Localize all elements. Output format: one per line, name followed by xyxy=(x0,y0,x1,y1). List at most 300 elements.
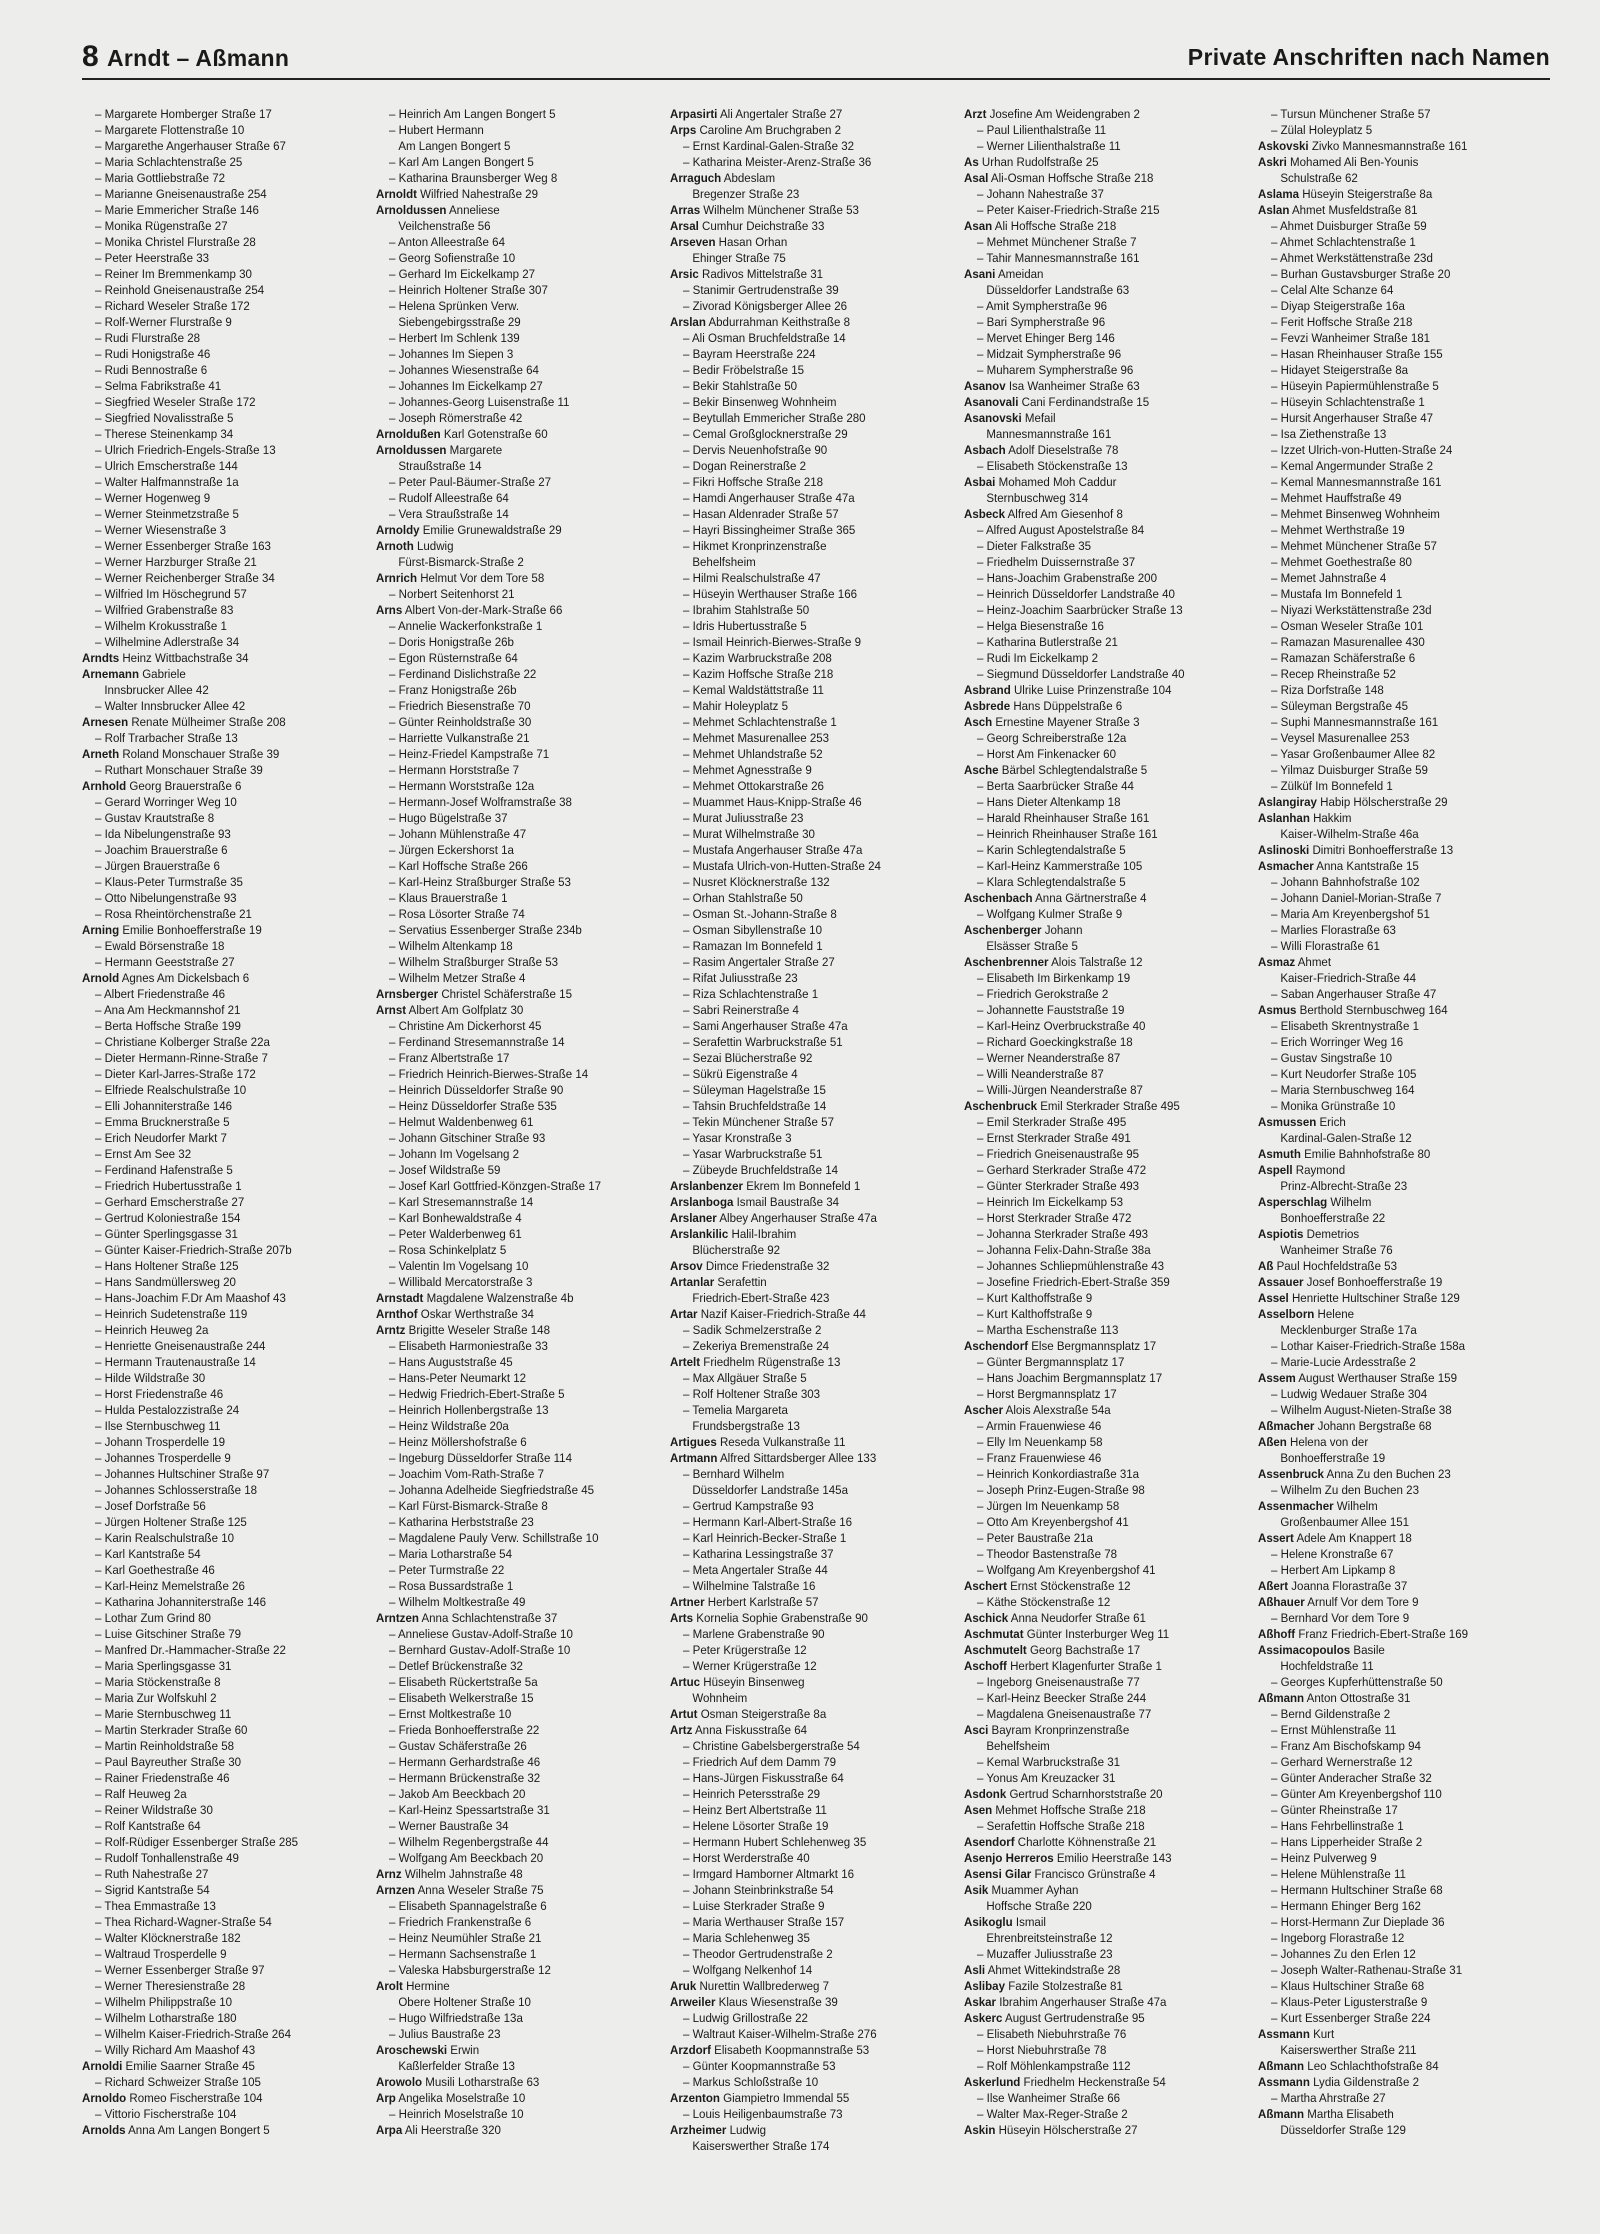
continuation-entry: – Heinrich Im Eickelkamp 53 xyxy=(977,1195,1124,1209)
entry-detail: Karl Gotenstraße 60 xyxy=(440,427,548,441)
continuation-entry: – Waltraut Kaiser-Wilhelm-Straße 276 xyxy=(683,2027,877,2041)
surname: Artelt xyxy=(670,1355,701,1369)
surname: Asbach xyxy=(964,443,1006,457)
address-continuation: Mannesmannstraße 161 xyxy=(986,427,1112,441)
continuation-entry: – Rifat Juliusstraße 23 xyxy=(683,971,798,985)
continuation-entry: – Johanna Felix-Dahn-Straße 38a xyxy=(977,1243,1151,1257)
continuation-entry: – Joseph Prinz-Eugen-Straße 98 xyxy=(977,1483,1145,1497)
continuation-entry: – Werner Theresienstraße 28 xyxy=(95,1979,246,1993)
surname-entry xyxy=(964,2122,1230,2138)
surname-entry xyxy=(1258,1290,1524,1306)
continuation-entry: – Johannes Zu den Erlen 12 xyxy=(1271,1947,1416,1961)
continuation-entry: – Friedrich Gerokstraße 2 xyxy=(977,987,1109,1001)
surname-entry xyxy=(1258,1226,1524,1242)
entry-detail: Emil Sterkrader Straße 495 xyxy=(1037,1099,1180,1113)
continuation-entry: – Erich Worringer Weg 16 xyxy=(1271,1035,1404,1049)
continuation-entry: – Henriette Gneisenaustraße 244 xyxy=(95,1339,266,1353)
continuation-entry: – Tursun Münchener Straße 57 xyxy=(1271,107,1431,121)
entry-detail: Kurt xyxy=(1309,2027,1335,2041)
continuation-entry: – Bernd Gildenstraße 2 xyxy=(1271,1707,1391,1721)
entry-detail: Albert Am Golfplatz 30 xyxy=(406,1003,524,1017)
surname: Askar xyxy=(964,1995,997,2009)
continuation-entry: – Friedrich Biesenstraße 70 xyxy=(389,699,531,713)
continuation-entry: – Hermann Geeststraße 27 xyxy=(95,955,235,969)
continuation-entry: – Muzaffer Juliusstraße 23 xyxy=(977,1947,1113,1961)
continuation-entry: – Gustav Singstraße 10 xyxy=(1271,1051,1393,1065)
surname-entry xyxy=(1258,1114,1524,1130)
surname: Aßhoff xyxy=(1258,1627,1296,1641)
entry-detail: Georg Brauerstraße 6 xyxy=(126,779,242,793)
entry-detail: Bayram Kronprinzenstraße xyxy=(988,1723,1130,1737)
continuation-entry: – Hans Joachim Bergmannsplatz 17 xyxy=(977,1371,1163,1385)
continuation-entry: – Karl-Heinz Overbruckstraße 40 xyxy=(977,1019,1146,1033)
continuation-entry: – Karl Kantstraße 54 xyxy=(95,1547,201,1561)
surname-entry xyxy=(964,266,1230,282)
entry-detail: Kornelia Sophie Grabenstraße 90 xyxy=(693,1611,868,1625)
entry-detail: Anna Neudorfer Straße 61 xyxy=(1008,1611,1146,1625)
continuation-entry: – Ramazan Schäferstraße 6 xyxy=(1271,651,1416,665)
continuation-entry: – Rosa Rheintörchenstraße 21 xyxy=(95,907,252,921)
continuation-entry: – Christine Gabelsbergerstraße 54 xyxy=(683,1739,860,1753)
entry-detail: Georg Bachstraße 17 xyxy=(1026,1643,1141,1657)
continuation-entry: – Anton Alleestraße 64 xyxy=(389,235,505,249)
surname: Asal xyxy=(964,171,989,185)
surname: Aschenberger xyxy=(964,923,1042,937)
continuation-entry: – Karl-Heinz Kammerstraße 105 xyxy=(977,859,1143,873)
continuation-entry: – Friedrich Frankenstraße 6 xyxy=(389,1915,532,1929)
continuation-entry: – Muharem Sympherstraße 96 xyxy=(977,363,1134,377)
continuation-entry: – Peter Turmstraße 22 xyxy=(389,1563,505,1577)
continuation-entry: – Valentin Im Vogelsang 10 xyxy=(389,1259,529,1273)
continuation-entry: – Yasar Warbruckstraße 51 xyxy=(683,1147,823,1161)
surname: Arntzen xyxy=(376,1611,419,1625)
entry-detail: Romeo Fischerstraße 104 xyxy=(126,2091,263,2105)
surname-entry xyxy=(670,1226,936,1242)
surname: Aslibay xyxy=(964,1979,1005,1993)
surname-entry xyxy=(376,538,642,554)
address-continuation: Blücherstraße 92 xyxy=(692,1243,781,1257)
continuation-entry: – Riza Dorfstraße 148 xyxy=(1271,683,1384,697)
surname: Arnoldussen xyxy=(376,443,447,457)
continuation-entry: – Horst Friedenstraße 46 xyxy=(95,1387,224,1401)
surname: Arsov xyxy=(670,1259,703,1273)
surname: Assimacopoulos xyxy=(1258,1643,1351,1657)
continuation-entry: – Mahir Holeyplatz 5 xyxy=(683,699,789,713)
surname-entry xyxy=(1258,842,1524,858)
continuation-entry: – Marie-Lucie Ardesstraße 2 xyxy=(1271,1355,1416,1369)
surname-entry xyxy=(964,442,1230,458)
continuation-entry: – Mehmet Werthstraße 19 xyxy=(1271,523,1405,537)
entry-detail: Heinz Wittbachstraße 34 xyxy=(119,651,249,665)
continuation-entry: – Wilhelm Krokusstraße 1 xyxy=(95,619,227,633)
continuation-entry: – Wilhelm Lotharstraße 180 xyxy=(95,2011,237,2025)
continuation-entry: – Georg Sofienstraße 10 xyxy=(389,251,516,265)
entry-detail: Alois Talstraße 12 xyxy=(1048,955,1143,969)
continuation-entry: – Therese Steinenkamp 34 xyxy=(95,427,234,441)
continuation-entry: – Wilfried Grabenstraße 83 xyxy=(95,603,234,617)
continuation-entry: – Süleyman Hagelstraße 15 xyxy=(683,1083,826,1097)
continuation-entry: – Marlene Grabenstraße 90 xyxy=(683,1627,825,1641)
continuation-entry: – Gustav Krautstraße 8 xyxy=(95,811,215,825)
surname: Arnoldussen xyxy=(376,203,447,217)
continuation-entry: – Mehmet Schlachtenstraße 1 xyxy=(683,715,837,729)
surname-entry xyxy=(670,2122,936,2138)
continuation-entry: – Günter Koopmannstraße 53 xyxy=(683,2059,836,2073)
address-continuation: Kaiser-Wilhelm-Straße 46a xyxy=(1280,827,1419,841)
continuation-entry: – Franz Albertstraße 17 xyxy=(389,1051,510,1065)
continuation-entry: – Hilmi Realschulstraße 47 xyxy=(683,571,821,585)
surname-entry xyxy=(670,266,936,282)
continuation-entry: – Karl Stresemannstraße 14 xyxy=(389,1195,534,1209)
continuation-entry: – Herbert Im Schlenk 139 xyxy=(389,331,520,345)
entry-detail: Ahmet xyxy=(1295,955,1332,969)
surname: Aßmann xyxy=(1258,1691,1305,1705)
surname: Assenbruck xyxy=(1258,1467,1324,1481)
continuation-entry: – Johann Bahnhofstraße 102 xyxy=(1271,875,1420,889)
surname-entry xyxy=(964,1578,1230,1594)
surname: Arns xyxy=(376,603,403,617)
continuation-entry: – Willi Florastraße 61 xyxy=(1271,939,1380,953)
entry-detail: Anna Gärtnerstraße 4 xyxy=(1032,891,1147,905)
continuation-entry: – Joseph Walter-Rathenau-Straße 31 xyxy=(1271,1963,1463,1977)
surname: Artner xyxy=(670,1595,705,1609)
surname-entry xyxy=(1258,1306,1524,1322)
address-continuation: Düsseldorfer Landstraße 63 xyxy=(986,283,1130,297)
surname: Asche xyxy=(964,763,999,777)
continuation-entry: – Klaus Brauerstraße 1 xyxy=(389,891,508,905)
surname: Asmus xyxy=(1258,1003,1297,1017)
continuation-entry: – Sigrid Kantstraße 54 xyxy=(95,1883,210,1897)
entry-detail: Anna Fiskusstraße 64 xyxy=(692,1723,808,1737)
continuation-entry: – Ulrich Friedrich-Engels-Straße 13 xyxy=(95,443,276,457)
surname: Arps xyxy=(670,123,697,137)
continuation-entry: – Margarethe Angerhauser Straße 67 xyxy=(95,139,286,153)
continuation-entry: – Christine Am Dickerhorst 45 xyxy=(389,1019,542,1033)
surname: Asli xyxy=(964,1963,986,1977)
entry-detail: Ali Hoffsche Straße 218 xyxy=(992,219,1117,233)
surname-entry xyxy=(1258,1162,1524,1178)
surname-entry xyxy=(376,2042,642,2058)
continuation-entry: – Ana Am Heckmannshof 21 xyxy=(95,1003,241,1017)
continuation-entry: – Serafettin Warbruckstraße 51 xyxy=(683,1035,843,1049)
surname-entry xyxy=(670,1722,936,1738)
continuation-entry: – Josef Dorfstraße 56 xyxy=(95,1499,206,1513)
continuation-entry: – Heinrich Petersstraße 29 xyxy=(683,1787,821,1801)
continuation-entry: – Günter Sterkrader Straße 493 xyxy=(977,1179,1140,1193)
surname: Asdonk xyxy=(964,1787,1007,1801)
continuation-entry: – Hermann Gerhardstraße 46 xyxy=(389,1755,541,1769)
continuation-entry: – Hans-Jürgen Fiskusstraße 64 xyxy=(683,1771,844,1785)
address-continuation: Kaiser-Friedrich-Straße 44 xyxy=(1280,971,1417,985)
surname-entry xyxy=(1258,2106,1524,2122)
surname-entry xyxy=(964,1610,1230,1626)
continuation-entry: – Rosa Bussardstraße 1 xyxy=(389,1579,514,1593)
surname-entry xyxy=(670,1354,936,1370)
continuation-entry: – Horst Niebuhrstraße 78 xyxy=(977,2043,1107,2057)
surname-entry xyxy=(670,1434,936,1450)
continuation-entry: – Elisabeth Skrentnystraße 1 xyxy=(1271,1019,1419,1033)
continuation-entry: – Burhan Gustavsburger Straße 20 xyxy=(1271,267,1451,281)
surname: Asmacher xyxy=(1258,859,1314,873)
address-continuation: Siebengebirgsstraße 29 xyxy=(398,315,521,329)
address-continuation: Sternbuschweg 314 xyxy=(986,491,1089,505)
surname: Arzdorf xyxy=(670,2043,711,2057)
surname-entry xyxy=(964,2074,1230,2090)
surname-entry xyxy=(964,1786,1230,1802)
continuation-entry: – Elisabeth Niebuhrstraße 76 xyxy=(977,2027,1127,2041)
continuation-entry: – Ruth Nahestraße 27 xyxy=(95,1867,209,1881)
surname: Artmann xyxy=(670,1451,718,1465)
entry-detail: Joanna Florastraße 37 xyxy=(1288,1579,1408,1593)
continuation-entry: – Hasan Aldenrader Straße 57 xyxy=(683,507,839,521)
continuation-entry: – Maria Schlachtenstraße 25 xyxy=(95,155,243,169)
surname: Aruk xyxy=(670,1979,697,1993)
continuation-entry: – Hans Auguststraße 45 xyxy=(389,1355,513,1369)
continuation-entry: – Hermann Hubert Schlehenweg 35 xyxy=(683,1835,867,1849)
surname: Artar xyxy=(670,1307,698,1321)
continuation-entry: – Georg Schreiberstraße 12a xyxy=(977,731,1127,745)
surname-entry xyxy=(82,666,348,682)
continuation-entry: – Helene Lösorter Straße 19 xyxy=(683,1819,829,1833)
entry-detail: Ismail Baustraße 34 xyxy=(733,1195,840,1209)
continuation-entry: – Wilhelmine Adlerstraße 34 xyxy=(95,635,240,649)
continuation-entry: – Hans Sandmüllersweg 20 xyxy=(95,1275,236,1289)
continuation-entry: – Zülküf Im Bonnefeld 1 xyxy=(1271,779,1393,793)
continuation-entry: – Lothar Kaiser-Friedrich-Straße 158a xyxy=(1271,1339,1466,1353)
entry-detail: Arnulf Vor dem Tore 9 xyxy=(1304,1595,1419,1609)
continuation-entry: – Johann Trosperdelle 19 xyxy=(95,1435,226,1449)
continuation-entry: – Hubert Hermann xyxy=(389,123,484,137)
entry-detail: Erwin xyxy=(447,2043,480,2057)
surname: Asik xyxy=(964,1883,989,1897)
surname: Arnoldi xyxy=(82,2059,123,2073)
page-number: 8 xyxy=(82,40,99,73)
continuation-entry: – Jürgen Im Neuenkamp 58 xyxy=(977,1499,1120,1513)
surname: Arraguch xyxy=(670,171,722,185)
continuation-entry: – Siegfried Novalisstraße 5 xyxy=(95,411,234,425)
surname: Arnesen xyxy=(82,715,129,729)
continuation-entry: – Sami Angerhauser Straße 47a xyxy=(683,1019,848,1033)
continuation-entry: – Walter Max-Reger-Straße 2 xyxy=(977,2107,1128,2121)
surname-entry xyxy=(1258,138,1524,154)
entry-detail: Brigitte Weseler Straße 148 xyxy=(405,1323,550,1337)
surname-entry xyxy=(670,122,936,138)
entry-detail: Adolf Dieselstraße 78 xyxy=(1005,443,1119,457)
continuation-entry: – Ingeborg Gneisenaustraße 77 xyxy=(977,1675,1140,1689)
continuation-entry: – Johannes Im Siepen 3 xyxy=(389,347,514,361)
entry-detail: Ali Angertaler Straße 27 xyxy=(717,107,843,121)
continuation-entry: – Wilhelm Zu den Buchen 23 xyxy=(1271,1483,1419,1497)
surname-entry xyxy=(376,2122,642,2138)
entry-detail: Gabriele xyxy=(138,667,186,681)
surname: Artigues xyxy=(670,1435,717,1449)
continuation-entry: – Helmut Waldenbenweg 61 xyxy=(389,1115,534,1129)
surname: Arzenton xyxy=(670,2091,720,2105)
surname-entry xyxy=(964,1098,1230,1114)
entry-detail: Hans Düppelstraße 6 xyxy=(1010,699,1123,713)
continuation-entry: – Thea Richard-Wagner-Straße 54 xyxy=(95,1915,272,1929)
entry-detail: Wilhelm xyxy=(1333,1499,1378,1513)
continuation-entry: – Heinz Düsseldorfer Straße 535 xyxy=(389,1099,557,1113)
surname-entry xyxy=(670,314,936,330)
continuation-entry: – Mustafa Ulrich-von-Hutten-Straße 24 xyxy=(683,859,881,873)
entry-detail: Francisco Grünstraße 4 xyxy=(1031,1867,1156,1881)
continuation-entry: – Gerhard Wernerstraße 12 xyxy=(1271,1755,1413,1769)
address-continuation: Straußstraße 14 xyxy=(398,459,482,473)
surname: Arzheimer xyxy=(670,2123,727,2137)
surname: Arseven xyxy=(670,235,716,249)
continuation-entry: – Vittorio Fischerstraße 104 xyxy=(95,2107,237,2121)
continuation-entry: – Helena Sprünken Verw. xyxy=(389,299,520,313)
surname-entry xyxy=(964,506,1230,522)
continuation-entry: – Yonus Am Kreuzacker 31 xyxy=(977,1771,1116,1785)
name-range: Arndt – Aßmann xyxy=(107,45,290,71)
continuation-entry: – Hulda Pestalozzistraße 24 xyxy=(95,1403,240,1417)
entry-detail: Ahmet Wittekindstraße 28 xyxy=(985,1963,1121,1977)
continuation-entry: – Ralf Heuweg 2a xyxy=(95,1787,187,1801)
entry-detail: Anneliese xyxy=(446,203,500,217)
continuation-entry: – Helene Kronstraße 67 xyxy=(1271,1547,1394,1561)
continuation-entry: – Mehmet Ottokarstraße 26 xyxy=(683,779,824,793)
surname-entry xyxy=(1258,1498,1524,1514)
continuation-entry: – Bari Sympherstraße 96 xyxy=(977,315,1106,329)
continuation-entry: – Ludwig Wedauer Straße 304 xyxy=(1271,1387,1428,1401)
continuation-entry: – Hedwig Friedrich-Ebert-Straße 5 xyxy=(389,1387,565,1401)
surname: Assmann xyxy=(1258,2075,1310,2089)
continuation-entry: – Peter Krügerstraße 12 xyxy=(683,1643,807,1657)
continuation-entry: – Günter Kaiser-Friedrich-Straße 207b xyxy=(95,1243,292,1257)
continuation-entry: – Johann Daniel-Morian-Straße 7 xyxy=(1271,891,1442,905)
continuation-entry: – Süleyman Bergstraße 45 xyxy=(1271,699,1409,713)
continuation-entry: – Elisabeth Stöckenstraße 13 xyxy=(977,459,1128,473)
continuation-entry: – Yasar Kronstraße 3 xyxy=(683,1131,792,1145)
entry-detail: Emilie Grunewaldstraße 29 xyxy=(419,523,562,537)
surname-entry xyxy=(1258,1194,1524,1210)
continuation-entry: – Klaus Hultschiner Straße 68 xyxy=(1271,1979,1425,1993)
surname: Asperschlag xyxy=(1258,1195,1328,1209)
continuation-entry: – Heinrich Am Langen Bongert 5 xyxy=(389,107,556,121)
address-continuation: Behelfsheim xyxy=(692,555,756,569)
continuation-entry: – Richard Weseler Straße 172 xyxy=(95,299,250,313)
entry-detail: Klaus Wiesenstraße 39 xyxy=(715,1995,838,2009)
continuation-entry: – Karl Am Langen Bongert 5 xyxy=(389,155,534,169)
continuation-entry: – Wilhelm Philippstraße 10 xyxy=(95,1995,233,2009)
continuation-entry: – Serafettin Hoffsche Straße 218 xyxy=(977,1819,1145,1833)
continuation-entry: – Mehmet Münchener Straße 7 xyxy=(977,235,1137,249)
entry-detail: Emilie Bonhoefferstraße 19 xyxy=(119,923,262,937)
surname-entry xyxy=(376,186,642,202)
continuation-entry: – Frieda Bonhoefferstraße 22 xyxy=(389,1723,540,1737)
entry-detail: Nurettin Wallbrederweg 7 xyxy=(696,1979,830,1993)
surname-entry xyxy=(1258,1530,1524,1546)
continuation-entry: – Gertrud Kampstraße 93 xyxy=(683,1499,814,1513)
continuation-entry: – Ernst Sterkrader Straße 491 xyxy=(977,1131,1131,1145)
continuation-entry: – Kemal Waldstättstraße 11 xyxy=(683,683,824,697)
continuation-entry: – Bernhard Wilhelm xyxy=(683,1467,785,1481)
continuation-entry: – Yasar Großenbaumer Allee 82 xyxy=(1271,747,1436,761)
continuation-entry: – Mustafa Im Bonnefeld 1 xyxy=(1271,587,1403,601)
surname-entry xyxy=(376,1002,642,1018)
surname: Arnthof xyxy=(376,1307,418,1321)
continuation-entry: – Fikri Hoffsche Straße 218 xyxy=(683,475,824,489)
continuation-entry: – Otto Am Kreyenbergshof 41 xyxy=(977,1515,1129,1529)
surname-entry xyxy=(964,1914,1230,1930)
page-header xyxy=(82,40,1550,80)
surname-entry xyxy=(376,442,642,458)
continuation-entry: – Ferdinand Dislichstraße 22 xyxy=(389,667,537,681)
entry-detail: Anna Zu den Buchen 23 xyxy=(1323,1467,1451,1481)
surname: Assel xyxy=(1258,1291,1289,1305)
entry-detail: Ibrahim Angerhauser Straße 47a xyxy=(996,1995,1167,2009)
entry-detail: Reseda Vulkanstraße 11 xyxy=(716,1435,846,1449)
continuation-entry: – Johann Steinbrinkstraße 54 xyxy=(683,1883,834,1897)
entry-detail: Elisabeth Koopmannstraße 53 xyxy=(710,2043,870,2057)
entry-detail: Zivko Mannesmannstraße 161 xyxy=(1308,139,1468,153)
continuation-entry: – Siegmund Düsseldorfer Landstraße 40 xyxy=(977,667,1185,681)
entry-detail: Fazile Stolzestraße 81 xyxy=(1004,1979,1123,1993)
continuation-entry: – Karl-Heinz Straßburger Straße 53 xyxy=(389,875,571,889)
entry-detail: Martha Elisabeth xyxy=(1304,2107,1394,2121)
surname-entry xyxy=(1258,1002,1524,1018)
continuation-entry: – Walter Halfmannstraße 1a xyxy=(95,475,239,489)
continuation-entry: – Hans Holtener Straße 125 xyxy=(95,1259,239,1273)
continuation-entry: – Armin Frauenwiese 46 xyxy=(977,1419,1102,1433)
surname: Aßen xyxy=(1258,1435,1287,1449)
continuation-entry: – Jürgen Brauerstraße 6 xyxy=(95,859,220,873)
continuation-entry: – Ilse Wanheimer Straße 66 xyxy=(977,2091,1121,2105)
surname-entry xyxy=(1258,2074,1524,2090)
continuation-entry: – Norbert Seitenhorst 21 xyxy=(389,587,515,601)
entry-detail: Agnes Am Dickelsbach 6 xyxy=(119,971,250,985)
surname-entry xyxy=(670,1258,936,1274)
surname-entry xyxy=(1258,1418,1524,1434)
surname-entry xyxy=(82,714,348,730)
continuation-entry: – Heinz Wildstraße 20a xyxy=(389,1419,509,1433)
surname: Arnolds xyxy=(82,2123,126,2137)
entry-detail: Muammer Ayhan xyxy=(988,1883,1079,1897)
continuation-entry: – Tekin Münchener Straße 57 xyxy=(683,1115,834,1129)
continuation-entry: – Kurt Kalthoffstraße 9 xyxy=(977,1307,1093,1321)
surname: Arzt xyxy=(964,107,987,121)
continuation-entry: – Johannes Wiesenstraße 64 xyxy=(389,363,539,377)
surname-entry xyxy=(964,1994,1230,2010)
continuation-entry: – Selma Fabrikstraße 41 xyxy=(95,379,222,393)
entry-detail: Ismail xyxy=(1012,1915,1046,1929)
continuation-entry: – Maria Stöckenstraße 8 xyxy=(95,1675,221,1689)
surname: Artut xyxy=(670,1707,698,1721)
entry-detail: Roland Monschauer Straße 39 xyxy=(119,747,280,761)
continuation-entry: – Rudolf Alleestraße 64 xyxy=(389,491,509,505)
surname: Aßert xyxy=(1258,1579,1289,1593)
continuation-entry: – Rolf Möhlenkampstraße 112 xyxy=(977,2059,1131,2073)
continuation-entry: – Gustav Schäferstraße 26 xyxy=(389,1739,527,1753)
header-left xyxy=(82,40,289,74)
continuation-entry: – Peter Baustraße 21a xyxy=(977,1531,1093,1545)
address-continuation: Bonhoefferstraße 19 xyxy=(1280,1451,1386,1465)
continuation-entry: – Erich Neudorfer Markt 7 xyxy=(95,1131,227,1145)
continuation-entry: – Luise Sterkrader Straße 9 xyxy=(683,1899,825,1913)
continuation-entry: – Johann Nahestraße 37 xyxy=(977,187,1104,201)
continuation-entry: – Hermann-Josef Wolframstraße 38 xyxy=(389,795,572,809)
continuation-entry: – Ferit Hoffsche Straße 218 xyxy=(1271,315,1413,329)
address-continuation: Obere Holtener Straße 10 xyxy=(398,1995,531,2009)
continuation-entry: – Bayram Heerstraße 224 xyxy=(683,347,816,361)
entry-detail: Alfred Am Giesenhof 8 xyxy=(1005,507,1123,521)
continuation-entry: – Mehmet Goethestraße 80 xyxy=(1271,555,1412,569)
continuation-entry: – Johannette Fauststraße 19 xyxy=(977,1003,1125,1017)
surname-entry xyxy=(670,2090,936,2106)
entry-detail: Halil-Ibrahim xyxy=(728,1227,797,1241)
